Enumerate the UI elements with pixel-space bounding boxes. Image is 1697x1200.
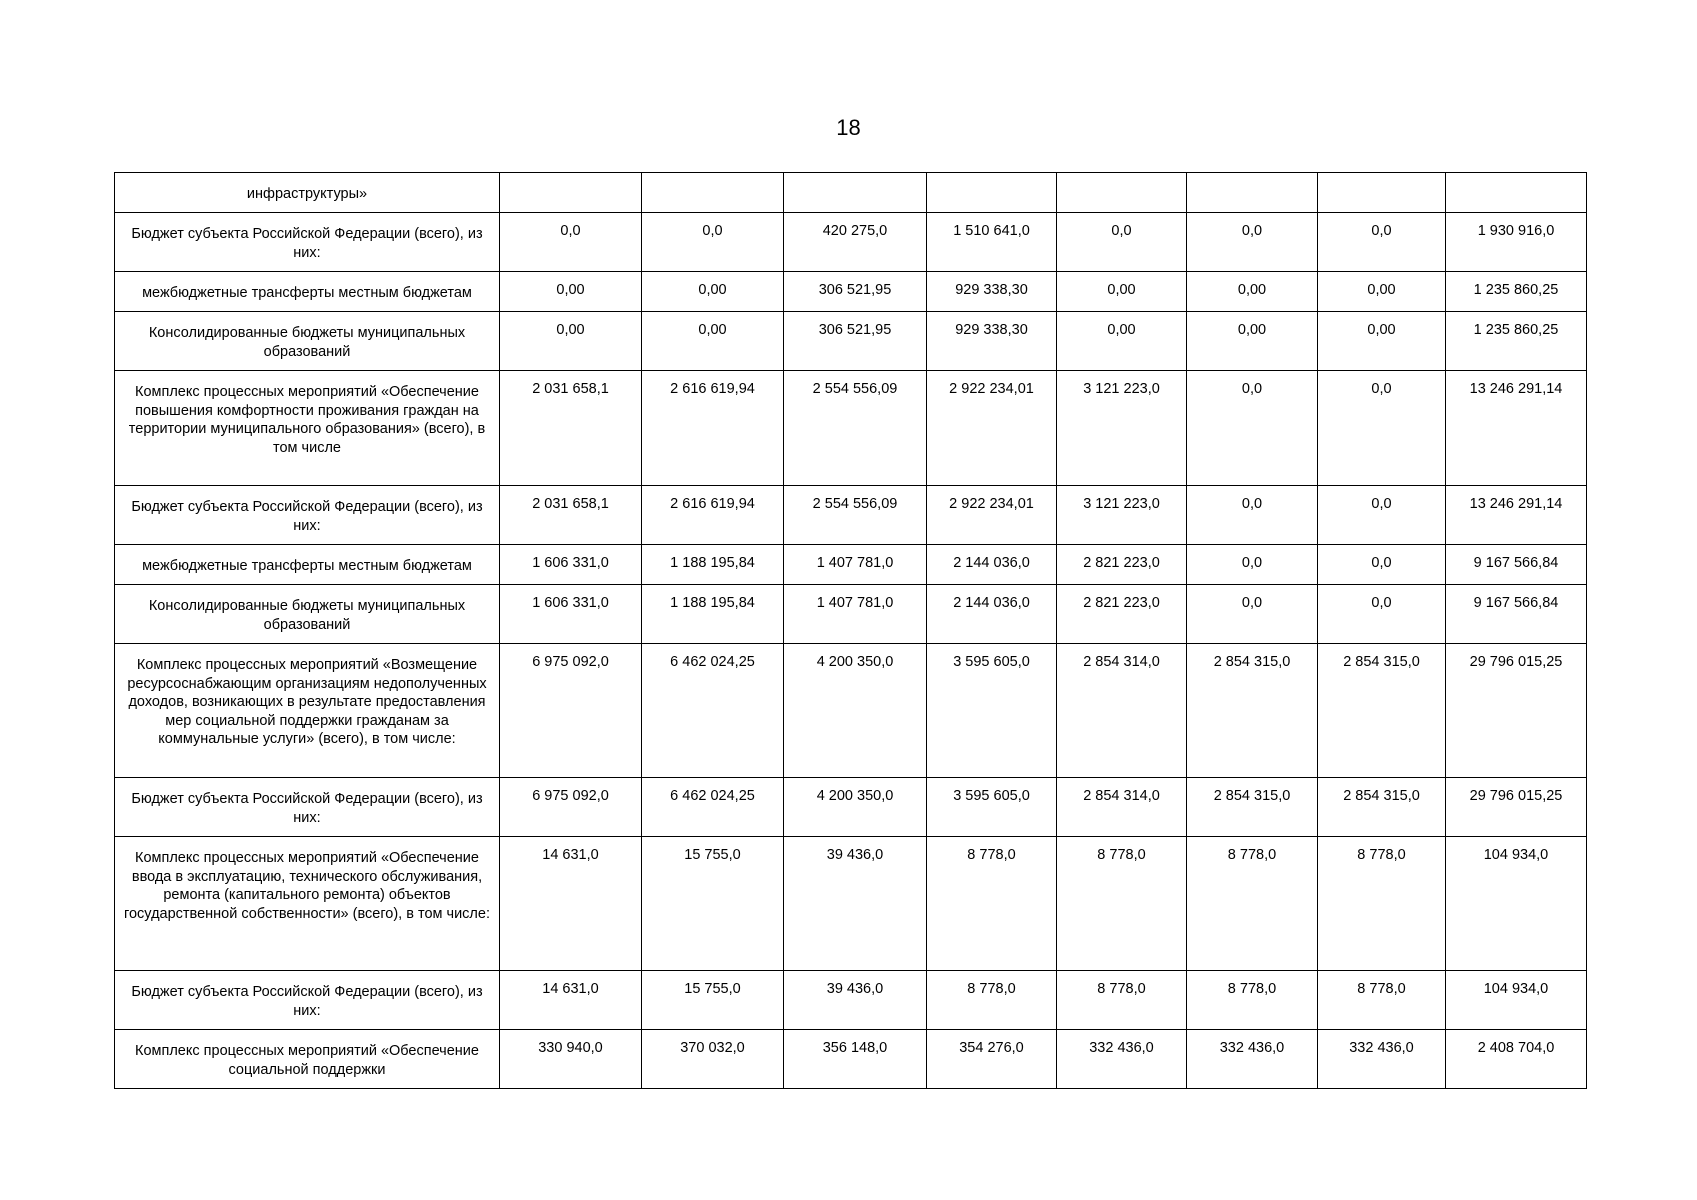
value-cell: 3 595 605,0 — [927, 778, 1057, 837]
value-cell: 2 854 315,0 — [1318, 644, 1446, 778]
row-label-cell: Бюджет субъекта Российской Федерации (всего), из них: — [115, 486, 500, 545]
value-cell: 9 167 566,84 — [1446, 585, 1587, 644]
row-label-cell: Комплекс процессных мероприятий «Возмещение ресурсоснабжающим организациям недополученных доходов, возникающих в результате предоставления мер социальной поддержки гражданам за коммунальные услуги» (всего), в том числе: — [115, 644, 500, 778]
value-cell: 0,0 — [1187, 213, 1318, 272]
value-cell: 0,00 — [1187, 272, 1318, 312]
table-row — [115, 173, 1587, 213]
value-cell: 4 200 350,0 — [784, 778, 927, 837]
value-cell: 0,0 — [1318, 486, 1446, 545]
value-cell: 1 188 195,84 — [642, 545, 784, 585]
value-cell — [1187, 173, 1318, 213]
row-label-cell: Бюджет субъекта Российской Федерации (всего), из них: — [115, 778, 500, 837]
value-cell: 8 778,0 — [1318, 971, 1446, 1030]
value-cell: 2 922 234,01 — [927, 486, 1057, 545]
value-cell: 3 121 223,0 — [1057, 486, 1187, 545]
value-cell: 1 930 916,0 — [1446, 213, 1587, 272]
page-number: 18 — [836, 115, 861, 140]
value-cell: 15 755,0 — [642, 971, 784, 1030]
value-cell: 15 755,0 — [642, 837, 784, 971]
value-cell: 306 521,95 — [784, 272, 927, 312]
value-cell: 2 854 314,0 — [1057, 644, 1187, 778]
row-label-cell: межбюджетные трансферты местным бюджетам — [115, 545, 500, 585]
value-cell: 0,0 — [1057, 213, 1187, 272]
value-cell: 306 521,95 — [784, 312, 927, 371]
value-cell: 2 854 315,0 — [1318, 778, 1446, 837]
value-cell — [642, 173, 784, 213]
value-cell: 104 934,0 — [1446, 971, 1587, 1030]
value-cell: 39 436,0 — [784, 971, 927, 1030]
value-cell: 0,0 — [1318, 371, 1446, 486]
value-cell — [784, 173, 927, 213]
row-label-cell: Бюджет субъекта Российской Федерации (всего), из них: — [115, 213, 500, 272]
value-cell: 8 778,0 — [927, 837, 1057, 971]
value-cell: 6 462 024,25 — [642, 778, 784, 837]
value-cell — [1318, 173, 1446, 213]
value-cell: 39 436,0 — [784, 837, 927, 971]
value-cell: 29 796 015,25 — [1446, 778, 1587, 837]
value-cell: 0,0 — [1318, 585, 1446, 644]
value-cell: 354 276,0 — [927, 1030, 1057, 1089]
value-cell: 2 031 658,1 — [500, 486, 642, 545]
value-cell — [500, 173, 642, 213]
value-cell: 332 436,0 — [1187, 1030, 1318, 1089]
value-cell: 0,0 — [500, 213, 642, 272]
value-cell: 2 144 036,0 — [927, 585, 1057, 644]
value-cell: 2 616 619,94 — [642, 486, 784, 545]
table-row — [115, 585, 1587, 644]
value-cell: 332 436,0 — [1318, 1030, 1446, 1089]
value-cell: 1 235 860,25 — [1446, 272, 1587, 312]
value-cell: 8 778,0 — [1057, 837, 1187, 971]
value-cell: 0,00 — [642, 312, 784, 371]
value-cell: 1 407 781,0 — [784, 545, 927, 585]
value-cell: 3 595 605,0 — [927, 644, 1057, 778]
value-cell: 1 510 641,0 — [927, 213, 1057, 272]
row-label-cell: Комплекс процессных мероприятий «Обеспечение повышения комфортности проживания граждан на территории муниципального образования» (всего), в том числе — [115, 371, 500, 486]
value-cell: 356 148,0 — [784, 1030, 927, 1089]
value-cell — [1446, 173, 1587, 213]
value-cell: 1 235 860,25 — [1446, 312, 1587, 371]
value-cell: 2 144 036,0 — [927, 545, 1057, 585]
table-row — [115, 778, 1587, 837]
value-cell: 929 338,30 — [927, 272, 1057, 312]
value-cell: 14 631,0 — [500, 837, 642, 971]
value-cell: 330 940,0 — [500, 1030, 642, 1089]
value-cell: 2 408 704,0 — [1446, 1030, 1587, 1089]
table-row — [115, 545, 1587, 585]
value-cell: 0,0 — [1318, 545, 1446, 585]
value-cell: 8 778,0 — [1318, 837, 1446, 971]
row-label-cell: Комплекс процессных мероприятий «Обеспечение социальной поддержки — [115, 1030, 500, 1089]
table-row — [115, 312, 1587, 371]
value-cell: 6 975 092,0 — [500, 644, 642, 778]
value-cell: 0,0 — [1187, 486, 1318, 545]
value-cell: 1 606 331,0 — [500, 585, 642, 644]
value-cell: 8 778,0 — [1187, 837, 1318, 971]
value-cell: 2 616 619,94 — [642, 371, 784, 486]
value-cell: 2 854 314,0 — [1057, 778, 1187, 837]
value-cell: 2 821 223,0 — [1057, 585, 1187, 644]
value-cell: 0,0 — [1318, 213, 1446, 272]
table-row — [115, 971, 1587, 1030]
table-row — [115, 272, 1587, 312]
row-label-cell: межбюджетные трансферты местным бюджетам — [115, 272, 500, 312]
value-cell: 14 631,0 — [500, 971, 642, 1030]
value-cell: 332 436,0 — [1057, 1030, 1187, 1089]
row-label-cell: Консолидированные бюджеты муниципальных образований — [115, 312, 500, 371]
value-cell: 0,00 — [500, 312, 642, 371]
value-cell: 8 778,0 — [1057, 971, 1187, 1030]
row-label-cell: Консолидированные бюджеты муниципальных образований — [115, 585, 500, 644]
value-cell — [927, 173, 1057, 213]
value-cell: 2 031 658,1 — [500, 371, 642, 486]
row-label-cell: инфраструктуры» — [115, 173, 500, 213]
value-cell: 2 554 556,09 — [784, 486, 927, 545]
value-cell: 2 854 315,0 — [1187, 778, 1318, 837]
value-cell: 2 554 556,09 — [784, 371, 927, 486]
value-cell: 9 167 566,84 — [1446, 545, 1587, 585]
value-cell: 0,0 — [642, 213, 784, 272]
budget-table — [114, 172, 1587, 1089]
table-row — [115, 1030, 1587, 1089]
value-cell: 929 338,30 — [927, 312, 1057, 371]
value-cell: 1 606 331,0 — [500, 545, 642, 585]
value-cell — [1057, 173, 1187, 213]
row-label-cell: Бюджет субъекта Российской Федерации (всего), из них: — [115, 971, 500, 1030]
row-label-cell: Комплекс процессных мероприятий «Обеспечение ввода в эксплуатацию, технического обслуживания, ремонта (капитального ремонта) объектов государственной собственности» (всего), в том числе: — [115, 837, 500, 971]
value-cell: 0,00 — [1057, 312, 1187, 371]
value-cell: 0,00 — [1187, 312, 1318, 371]
value-cell: 0,00 — [1318, 272, 1446, 312]
value-cell: 6 975 092,0 — [500, 778, 642, 837]
value-cell: 13 246 291,14 — [1446, 371, 1587, 486]
value-cell: 3 121 223,0 — [1057, 371, 1187, 486]
value-cell: 420 275,0 — [784, 213, 927, 272]
value-cell: 2 821 223,0 — [1057, 545, 1187, 585]
value-cell: 29 796 015,25 — [1446, 644, 1587, 778]
value-cell: 0,00 — [1318, 312, 1446, 371]
table-row — [115, 644, 1587, 778]
value-cell: 370 032,0 — [642, 1030, 784, 1089]
table-row — [115, 486, 1587, 545]
value-cell: 4 200 350,0 — [784, 644, 927, 778]
value-cell: 0,0 — [1187, 585, 1318, 644]
value-cell: 8 778,0 — [1187, 971, 1318, 1030]
value-cell: 104 934,0 — [1446, 837, 1587, 971]
value-cell: 13 246 291,14 — [1446, 486, 1587, 545]
value-cell: 0,0 — [1187, 545, 1318, 585]
table-row — [115, 371, 1587, 486]
value-cell: 2 854 315,0 — [1187, 644, 1318, 778]
table-body — [115, 173, 1587, 1089]
table-row — [115, 213, 1587, 272]
value-cell: 1 188 195,84 — [642, 585, 784, 644]
value-cell: 2 922 234,01 — [927, 371, 1057, 486]
value-cell: 6 462 024,25 — [642, 644, 784, 778]
table-row — [115, 837, 1587, 971]
value-cell: 0,0 — [1187, 371, 1318, 486]
value-cell: 0,00 — [500, 272, 642, 312]
value-cell: 1 407 781,0 — [784, 585, 927, 644]
value-cell: 8 778,0 — [927, 971, 1057, 1030]
value-cell: 0,00 — [642, 272, 784, 312]
value-cell: 0,00 — [1057, 272, 1187, 312]
